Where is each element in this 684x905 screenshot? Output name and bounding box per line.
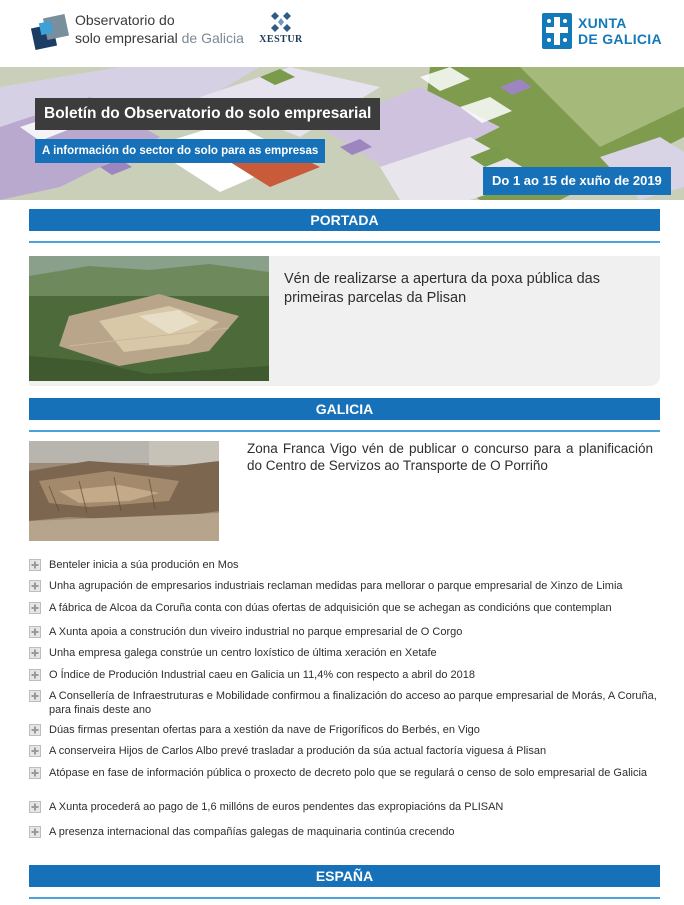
news-item-link[interactable]: Unha empresa galega constrúe un centro loxístico de última xeración en Xetafe: [49, 647, 437, 659]
observatorio-logo-line2-main: solo empresarial: [75, 30, 178, 46]
expand-plus-icon[interactable]: [29, 690, 41, 702]
galicia-featured-headline[interactable]: Zona Franca Vigo vén de publicar o concurso para a planificación do Centro de Servizos ao Transporte de O Porriño: [247, 441, 653, 473]
section-divider: [29, 241, 660, 243]
xunta-shield-icon: [542, 13, 572, 49]
expand-plus-icon[interactable]: [29, 647, 41, 659]
news-item-link[interactable]: A conserveira Hijos de Carlos Albo prevé trasladar a produción da súa actual factoría viguesa á Plisan: [49, 745, 547, 757]
news-item[interactable]: [29, 825, 669, 839]
news-item-link[interactable]: Unha agrupación de empresarios industriais reclaman medidas para mellorar o parque empresarial de Xinzo de Limia: [49, 580, 623, 592]
banner-date-range: Do 1 ao 15 de xuño de 2019: [483, 167, 671, 195]
news-item-link[interactable]: Benteler inicia a súa produción en Mos: [49, 559, 239, 571]
expand-plus-icon[interactable]: [29, 724, 41, 736]
portada-headline[interactable]: Vén de realizarse a apertura da poxa pública das primeiras parcelas da Plisan: [284, 271, 600, 306]
section-header-galicia: GALICIA: [29, 398, 660, 420]
xunta-logo-label: [578, 15, 662, 47]
expand-plus-icon[interactable]: [29, 745, 41, 757]
news-item[interactable]: [29, 625, 669, 639]
expand-plus-icon[interactable]: [29, 767, 41, 779]
section-divider: [29, 897, 660, 899]
header: [0, 0, 684, 67]
banner-title: Boletín do Observatorio do solo empresarial: [35, 98, 380, 130]
observatorio-logo-line2-light: de Galicia: [181, 30, 244, 46]
expand-plus-icon[interactable]: [29, 580, 41, 592]
observatorio-logo-line1: Observatorio do: [75, 12, 175, 28]
galicia-featured-photo[interactable]: [29, 441, 219, 541]
news-item-link[interactable]: A fábrica de Alcoa da Coruña conta con dúas ofertas de adquisición que se achegan as condicións que contemplan: [49, 602, 612, 614]
news-item[interactable]: [29, 601, 669, 615]
section-header-espana: ESPAÑA: [29, 865, 660, 887]
news-item[interactable]: [29, 558, 669, 572]
expand-plus-icon[interactable]: [29, 626, 41, 638]
news-item[interactable]: [29, 800, 669, 814]
expand-plus-icon[interactable]: [29, 559, 41, 571]
observatorio-logo-line2: [75, 30, 244, 46]
xunta-logo-line2: DE GALICIA: [578, 31, 662, 47]
section-divider: [29, 430, 660, 432]
news-item[interactable]: [29, 579, 669, 593]
news-item-link[interactable]: Dúas firmas presentan ofertas para a xestión da nave de Frigoríficos do Berbés, en Vigo: [49, 724, 480, 736]
news-item-link[interactable]: A presenza internacional das compañías galegas de maquinaria continúa crecendo: [49, 826, 455, 838]
observatorio-logo-icon: [31, 12, 71, 52]
expand-plus-icon[interactable]: [29, 826, 41, 838]
xunta-logo-line1: XUNTA: [578, 15, 627, 31]
observatorio-logo[interactable]: [31, 10, 251, 56]
news-item[interactable]: [29, 744, 669, 758]
news-item-link[interactable]: A Consellería de Infraestruturas e Mobilidade confirmou a finalización do acceso ao parque empresarial de Morás, A Coruña, para finais deste ano: [49, 690, 657, 716]
news-item[interactable]: [29, 766, 669, 794]
news-item-link[interactable]: A Xunta apoia a construción dun viveiro industrial no parque empresarial de O Corgo: [49, 626, 463, 638]
xestur-logo-label: XESTUR: [259, 34, 303, 45]
banner-subtitle: A información do sector do solo para as empresas: [35, 139, 325, 163]
xunta-logo[interactable]: [542, 13, 672, 51]
news-item-link[interactable]: Atópase en fase de información pública o proxecto de decreto polo que se regulará o censo de solo empresarial de Galicia: [49, 767, 648, 779]
xestur-logo-icon: [266, 10, 296, 34]
news-item-link[interactable]: O Índice de Produción Industrial caeu en Galicia un 11,4% con respecto a abril do 2018: [49, 669, 476, 681]
xestur-logo[interactable]: [258, 10, 304, 54]
portada-aerial-photo[interactable]: [29, 256, 269, 381]
expand-plus-icon[interactable]: [29, 669, 41, 681]
expand-plus-icon[interactable]: [29, 602, 41, 614]
news-item[interactable]: [29, 668, 669, 682]
news-item[interactable]: [29, 646, 669, 660]
section-header-portada: PORTADA: [29, 209, 660, 231]
expand-plus-icon[interactable]: [29, 801, 41, 813]
news-item-link[interactable]: A Xunta procederá ao pago de 1,6 millóns de euros pendentes das expropiacións da PLISAN: [49, 801, 504, 813]
news-item[interactable]: [29, 723, 669, 737]
news-item[interactable]: [29, 689, 669, 717]
